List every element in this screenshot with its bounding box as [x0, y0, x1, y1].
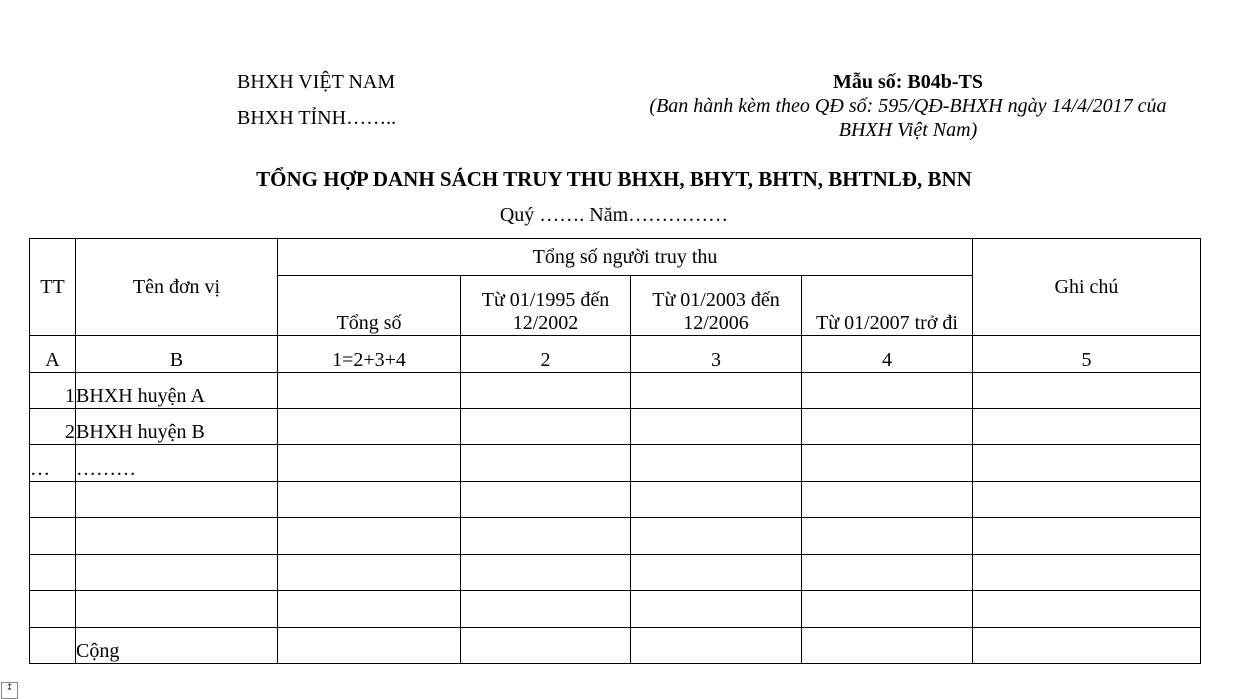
data-cell	[461, 482, 631, 518]
header-total: Tổng số	[278, 276, 461, 336]
period-line: Quý ……. Năm……………	[499, 204, 729, 226]
total-label: Cộng	[76, 628, 278, 664]
data-cell	[461, 555, 631, 591]
data-cell	[631, 518, 802, 555]
data-cell	[631, 409, 802, 445]
data-cell	[973, 591, 1201, 628]
data-cell	[631, 445, 802, 482]
data-cell	[631, 373, 802, 409]
data-cell	[461, 445, 631, 482]
data-cell	[973, 628, 1201, 664]
data-cell	[461, 628, 631, 664]
row-tt: 1	[30, 373, 76, 409]
data-cell	[802, 628, 973, 664]
data-cell	[973, 482, 1201, 518]
row-unit	[76, 591, 278, 628]
code-row	[30, 336, 1201, 373]
row-tt	[30, 591, 76, 628]
table-row	[30, 555, 1201, 591]
data-cell	[802, 409, 973, 445]
form-note: (Ban hành kèm theo QĐ số: 595/QĐ-BHXH ngày 14/4/2017 của BHXH Việt Nam)	[649, 95, 1167, 141]
data-cell	[278, 373, 461, 409]
row-tt: 2	[30, 409, 76, 445]
data-cell	[278, 591, 461, 628]
data-cell	[461, 409, 631, 445]
data-cell	[973, 373, 1201, 409]
row-unit: BHXH huyện A	[76, 373, 278, 409]
header-group-total-people: Tổng số người truy thu	[278, 239, 973, 276]
table-move-handle-icon[interactable]: ↕	[1, 682, 18, 699]
data-cell	[802, 373, 973, 409]
row-unit	[76, 482, 278, 518]
row-unit: BHXH huyện B	[76, 409, 278, 445]
data-cell	[802, 482, 973, 518]
row-tt	[30, 482, 76, 518]
row-unit	[76, 518, 278, 555]
data-cell	[461, 373, 631, 409]
data-cell	[631, 591, 802, 628]
table-row	[30, 445, 1201, 482]
form-number: Mẫu số: B04b-TS	[832, 71, 984, 93]
data-cell	[973, 555, 1201, 591]
header-period-2003: Từ 01/2003 đến 12/2006	[631, 276, 802, 336]
data-cell	[802, 445, 973, 482]
header-note: Ghi chú	[973, 239, 1201, 336]
header-period-1995: Từ 01/1995 đến 12/2002	[461, 276, 631, 336]
code-cell: 4	[802, 336, 973, 373]
data-cell	[278, 445, 461, 482]
data-cell	[973, 445, 1201, 482]
code-cell: 3	[631, 336, 802, 373]
data-cell	[973, 518, 1201, 555]
header-unit-name: Tên đơn vị	[76, 239, 278, 336]
data-cell	[461, 591, 631, 628]
data-cell	[278, 482, 461, 518]
table-row	[30, 518, 1201, 555]
table-row	[30, 482, 1201, 518]
data-cell	[802, 518, 973, 555]
summary-table	[29, 238, 1201, 664]
code-cell: B	[76, 336, 278, 373]
form-info	[622, 70, 1194, 142]
total-tt	[30, 628, 76, 664]
data-cell	[973, 409, 1201, 445]
data-cell	[631, 628, 802, 664]
code-cell: 2	[461, 336, 631, 373]
code-cell: A	[30, 336, 76, 373]
row-unit	[76, 555, 278, 591]
data-cell	[631, 555, 802, 591]
code-cell: 5	[973, 336, 1201, 373]
data-cell	[278, 555, 461, 591]
total-row	[30, 628, 1201, 664]
code-cell: 1=2+3+4	[278, 336, 461, 373]
header-tt: TT	[30, 239, 76, 336]
data-cell	[278, 628, 461, 664]
row-tt	[30, 555, 76, 591]
table-row	[30, 409, 1201, 445]
data-cell	[278, 409, 461, 445]
document-title: TỔNG HỢP DANH SÁCH TRUY THU BHXH, BHYT, BHTN, BHTNLĐ, BNN	[256, 167, 972, 191]
row-tt: …	[30, 445, 76, 482]
province-name: BHXH TỈNH……..	[237, 107, 397, 129]
data-cell	[278, 518, 461, 555]
header-period-2007: Từ 01/2007 trở đi	[802, 276, 973, 336]
row-tt	[30, 518, 76, 555]
data-cell	[461, 518, 631, 555]
table-row	[30, 591, 1201, 628]
table-row	[30, 373, 1201, 409]
data-cell	[631, 482, 802, 518]
data-cell	[802, 555, 973, 591]
org-name: BHXH VIỆT NAM	[237, 71, 396, 93]
data-cell	[802, 591, 973, 628]
row-unit: ………	[76, 445, 278, 482]
